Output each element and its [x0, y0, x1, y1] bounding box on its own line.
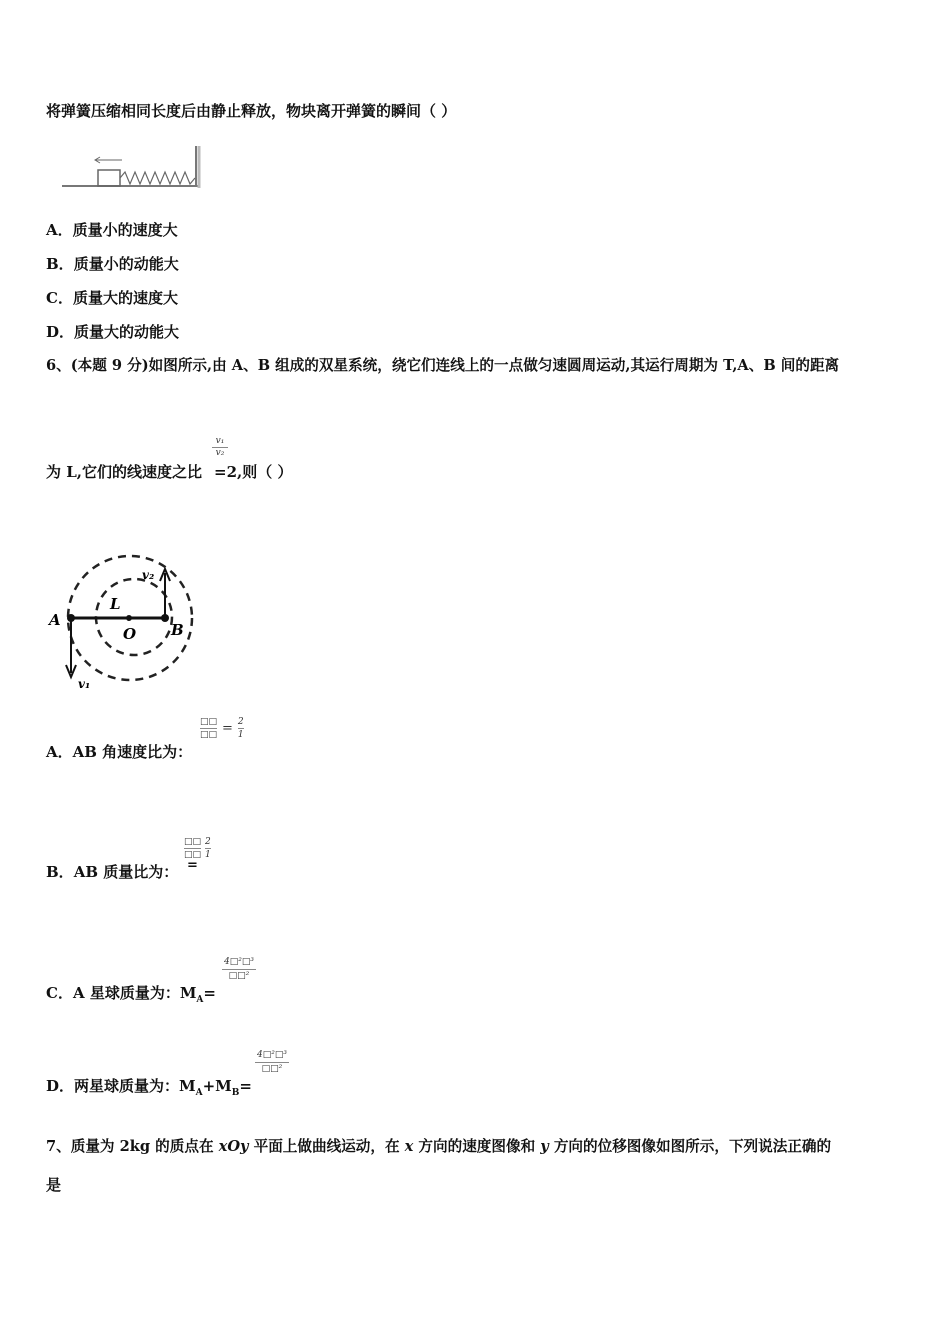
center-o-dot — [126, 615, 132, 621]
ratio-numerator: v₁ — [212, 436, 228, 448]
formula-denominator: □□² — [228, 971, 250, 981]
option-text: 质量大的速度大 — [72, 289, 178, 307]
option-a-formula — [200, 716, 244, 741]
formula-equals: = — [187, 858, 198, 873]
binary-star-figure — [44, 545, 204, 695]
subscript: A — [195, 1088, 203, 1098]
option-label: D． — [46, 1077, 75, 1095]
q6-option-d — [46, 1076, 252, 1103]
option-text: AB 角速度比为： — [72, 743, 193, 761]
q7-text: 7、质量为 2kg 的质点在 — [46, 1138, 219, 1155]
q6-stem-text: 为 L,它们的线速度之比 — [46, 463, 202, 481]
label-o: O — [123, 625, 137, 643]
label-l: L — [110, 595, 121, 613]
option-text: 质量大的动能大 — [74, 323, 180, 341]
spring-block-figure — [60, 142, 205, 190]
formula-numerator: 4□²□³ — [222, 956, 256, 970]
option-text: 两星球质量为：M — [74, 1077, 196, 1095]
q7-plane: xOy — [218, 1138, 249, 1155]
q7-text: 平面上做曲线运动，在 — [248, 1138, 405, 1155]
option-label: C． — [46, 984, 73, 1002]
option-text: 质量小的动能大 — [73, 255, 179, 273]
formula-numerator: □□ — [184, 837, 202, 847]
label-a: A — [49, 611, 61, 629]
label-v2: v₂ — [142, 568, 155, 582]
ratio-denominator: v₂ — [215, 448, 225, 458]
formula-rhs-denominator: 1 — [205, 850, 211, 860]
option-label: A． — [46, 221, 73, 239]
formula-denominator: □□ — [184, 850, 202, 860]
formula-denominator: □□ — [200, 730, 218, 740]
equals-sign: = — [239, 1077, 252, 1095]
option-c-formula — [222, 956, 256, 983]
equals-sign: = — [203, 984, 216, 1002]
q7-text: 方向的速度图像和 — [413, 1138, 541, 1155]
q5-option-d — [46, 322, 179, 342]
option-b-formula — [184, 836, 211, 871]
q5-option-b — [46, 254, 179, 274]
q6-stem-line1: 6、(本题 9 分)如图所示,由 A、B 组成的双星系统，绕它们连线上的一点做匀速圆周运动,其运行周期为 T,A、B 间的距离 — [46, 357, 840, 374]
q6-option-c — [46, 983, 216, 1010]
formula-rhs-numerator: 2 — [237, 717, 244, 727]
formula-denominator: □□² — [261, 1064, 283, 1074]
q6-stem-line2 — [46, 462, 292, 482]
q5-stem: 将弹簧压缩相同长度后由静止释放，物块离开弹簧的瞬间（ ） — [46, 102, 457, 120]
formula-numerator: 4□²□³ — [255, 1049, 289, 1063]
option-text: A 星球质量为：M — [72, 984, 197, 1002]
formula-equals: = — [222, 721, 233, 736]
q5-option-a — [46, 220, 178, 240]
velocity-ratio-fraction — [212, 436, 228, 459]
q6-stem-text-end: =2,则（ ） — [214, 463, 293, 481]
q6-option-b — [46, 862, 178, 882]
q7-x: x — [404, 1138, 414, 1155]
formula-rhs-denominator: 1 — [237, 730, 244, 740]
q7-text: 方向的位移图像如图所示，下列说法正确的 — [548, 1138, 832, 1155]
label-v1: v₁ — [78, 677, 91, 691]
q6-option-a — [46, 742, 192, 762]
option-text: 质量小的速度大 — [72, 221, 178, 239]
option-label: B． — [46, 255, 74, 273]
option-label: D． — [46, 323, 75, 341]
option-label: C． — [46, 289, 73, 307]
q7-stem-line2: 是 — [46, 1176, 62, 1194]
q7-y: y — [540, 1138, 549, 1155]
subscript: B — [231, 1088, 240, 1098]
option-label: A． — [46, 743, 73, 761]
option-text: AB 质量比为： — [73, 863, 179, 881]
label-b: B — [171, 621, 184, 639]
q7-stem-line1 — [46, 1137, 831, 1157]
formula-rhs-numerator: 2 — [205, 837, 211, 847]
formula-numerator: □□ — [200, 717, 218, 727]
plus-term: +M — [202, 1077, 232, 1095]
q5-option-c — [46, 288, 178, 308]
option-label: B． — [46, 863, 74, 881]
subscript: A — [196, 995, 204, 1005]
option-d-formula — [255, 1049, 289, 1076]
